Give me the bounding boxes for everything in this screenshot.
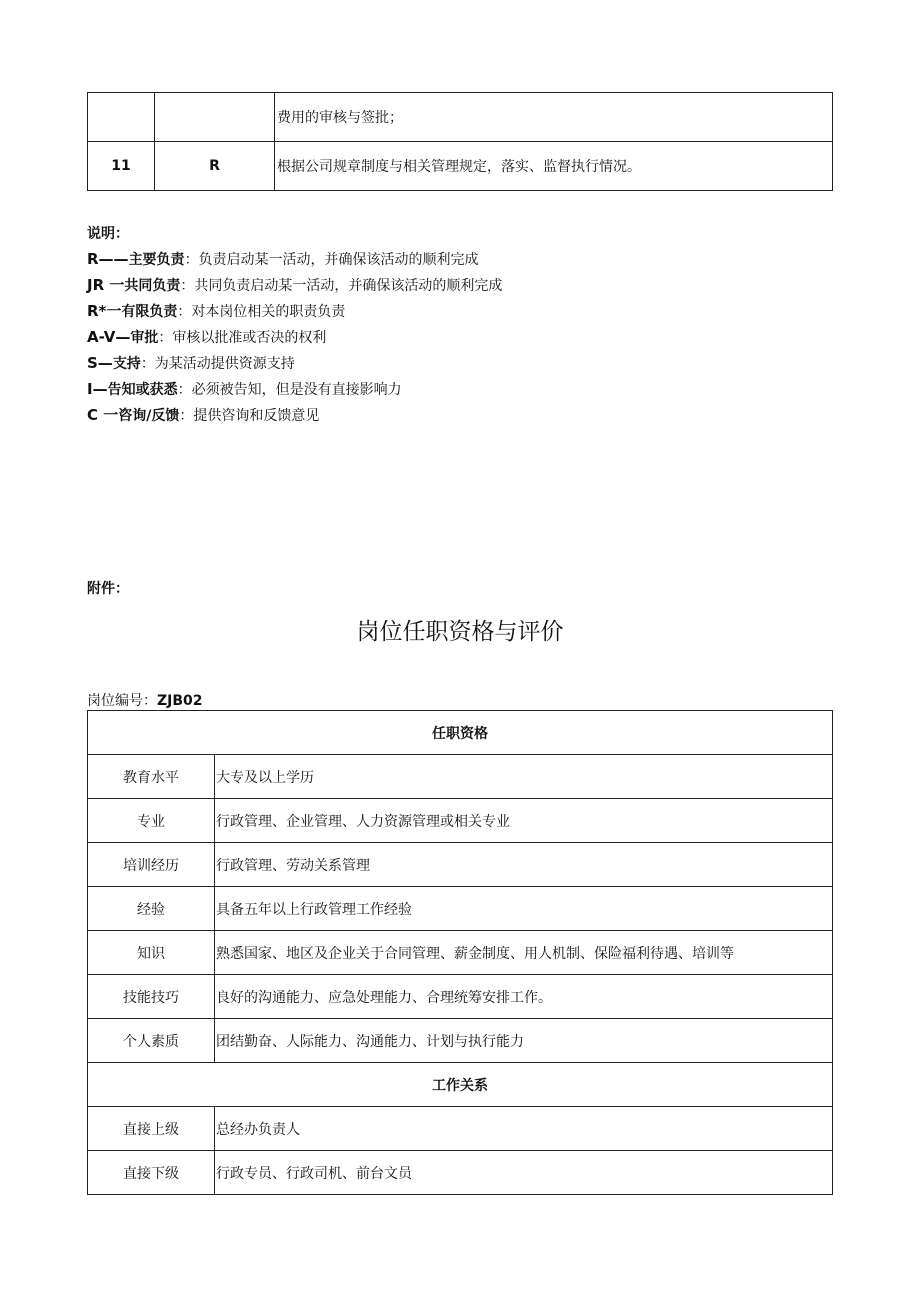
legend-label: 审批 [130,330,159,346]
row-value: 行政管理、劳动关系管理 [215,843,833,887]
row-label: 直接上级 [88,1107,215,1151]
row-label: 经验 [88,887,215,931]
legend-title: 说明： [87,226,129,242]
legend-code: JR 一 [87,276,125,294]
row-value: 具备五年以上行政管理工作经验 [215,887,833,931]
table-row [88,799,833,843]
table-row [88,975,833,1019]
table-row [88,755,833,799]
legend-desc: ：提供咨询和反馈意见 [179,408,320,424]
row-label: 技能技巧 [88,975,215,1019]
table-row [88,843,833,887]
row-label: 个人素质 [88,1019,215,1063]
legend-item [87,247,502,273]
legend-label: 咨询/反馈 [118,408,180,424]
row-description: 费用的审核与签批； [275,93,833,142]
relations-header: 工作关系 [88,1063,833,1107]
section-header-row [88,1063,833,1107]
legend-desc: ：必须被告知，但是没有直接影响力 [177,382,402,398]
row-code [155,93,275,142]
row-value: 团结勤奋、人际能力、沟通能力、计划与执行能力 [215,1019,833,1063]
responsibility-table [87,92,833,191]
row-code: R [155,142,275,191]
row-label: 培训经历 [88,843,215,887]
row-value: 行政专员、行政司机、前台文员 [215,1151,833,1195]
legend-label: 主要负责 [128,252,185,268]
legend-item [87,325,502,351]
row-label: 直接下级 [88,1151,215,1195]
legend-item [87,273,502,299]
table-row [88,931,833,975]
page-title: 岗位任职资格与评价 [356,619,564,645]
legend-item [87,351,502,377]
position-code-line [87,690,203,710]
row-value: 良好的沟通能力、应急处理能力、合理统筹安排工作。 [215,975,833,1019]
legend [87,222,502,429]
table-row [88,887,833,931]
legend-label: 有限负责 [121,304,178,320]
row-description: 根据公司规章制度与相关管理规定，落实、监督执行情况。 [275,142,833,191]
row-number: 11 [88,142,155,191]
row-number [88,93,155,142]
table-row [88,1151,833,1195]
section-header-row [88,711,833,755]
table-row [88,1107,833,1151]
qualification-table [87,710,833,1195]
table-row [88,1019,833,1063]
row-value: 行政管理、企业管理、人力资源管理或相关专业 [215,799,833,843]
attachment-label: 附件： [87,581,129,597]
legend-item [87,299,502,325]
row-label: 教育水平 [88,755,215,799]
legend-desc: ：审核以批准或否决的权利 [158,330,327,346]
row-value: 总经办负责人 [215,1107,833,1151]
position-code-value: ZJB02 [157,693,203,709]
legend-item [87,377,502,403]
row-label: 专业 [88,799,215,843]
legend-code: C 一 [87,406,119,424]
legend-code: R—— [87,250,129,268]
legend-code: R*一 [87,302,122,320]
legend-label: 告知或获悉 [107,382,178,398]
qualifications-header: 任职资格 [88,711,833,755]
table-row [88,142,833,191]
legend-code: S— [87,354,113,372]
legend-desc: ：共同负责启动某一活动，并确保该活动的顺利完成 [180,278,503,294]
legend-item [87,403,502,429]
legend-code: I— [87,380,108,398]
table-row [88,93,833,142]
legend-desc: ：负责启动某一活动，并确保该活动的顺利完成 [184,252,479,268]
position-code-label: 岗位编号： [87,693,157,709]
legend-desc: ：为某活动提供资源支持 [140,356,295,372]
row-label: 知识 [88,931,215,975]
legend-label: 共同负责 [124,278,181,294]
row-value: 大专及以上学历 [215,755,833,799]
row-value: 熟悉国家、地区及企业关于合同管理、薪金制度、用人机制、保险福利待遇、培训等 [215,931,833,975]
legend-desc: ：对本岗位相关的职责负责 [177,304,346,320]
legend-code: A-V— [87,328,131,346]
legend-label: 支持 [112,356,141,372]
